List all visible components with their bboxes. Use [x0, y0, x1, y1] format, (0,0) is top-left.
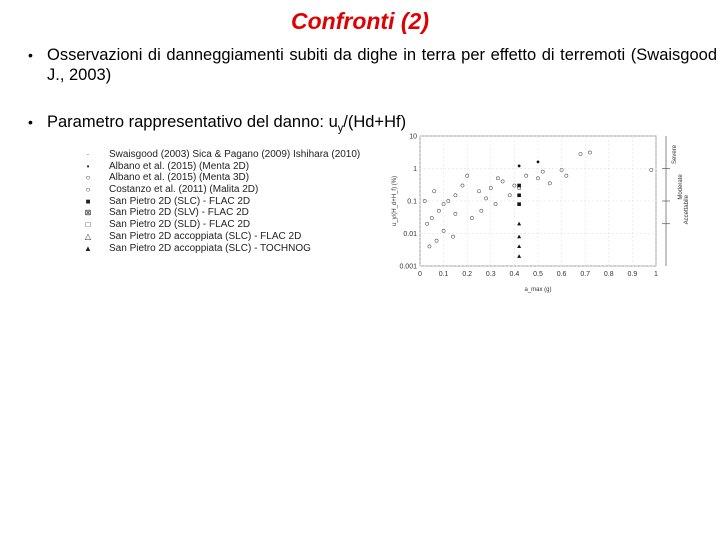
- data-point: [470, 216, 473, 219]
- data-point: [484, 197, 487, 200]
- threshold-label: Moderate: [678, 174, 684, 200]
- y-tick-label: 1: [413, 166, 417, 173]
- legend-item: [82, 243, 402, 255]
- legend-marker: ▲: [84, 243, 92, 253]
- legend-label: Costanzo et al. (2011) (Malita 2D): [109, 184, 259, 196]
- bullet-text-before: Parametro rappresentativo del danno: u: [47, 113, 338, 131]
- data-point: [428, 245, 431, 248]
- threshold-label: Severe: [672, 144, 678, 165]
- x-tick-label: 0.6: [556, 271, 567, 278]
- y-tick-label: 0.1: [407, 198, 417, 206]
- legend-item: [82, 196, 402, 208]
- legend-label: San Pietro 2D (SLV) - FLAC 2D: [109, 207, 249, 219]
- legend-label: Albano et al. (2015) (Menta 2D): [109, 160, 250, 172]
- x-axis-label: a_max (g): [524, 287, 552, 293]
- data-point: [548, 182, 551, 185]
- data-point: [425, 222, 428, 225]
- data-point: [588, 151, 591, 154]
- legend-marker: ○: [85, 185, 91, 195]
- data-point: [517, 184, 521, 188]
- bullet-marker: •: [28, 47, 33, 63]
- data-point: [525, 174, 528, 177]
- legend-marker: ○: [85, 173, 91, 183]
- threshold-label: Accettabile: [684, 195, 690, 225]
- data-point: [517, 222, 521, 226]
- data-point: [454, 194, 457, 197]
- data-point: [451, 235, 454, 238]
- data-point: [517, 235, 521, 239]
- bullet-text-after: /(Hd+Hf): [343, 113, 407, 131]
- legend-marker: •: [86, 161, 90, 171]
- data-point: [461, 184, 464, 187]
- data-point: [480, 209, 483, 212]
- legend-item: [82, 184, 402, 196]
- data-point: [517, 202, 521, 206]
- x-tick-label: 0: [418, 271, 422, 278]
- data-point: [433, 190, 436, 193]
- data-point: [517, 254, 521, 258]
- legend-item: [82, 149, 402, 161]
- bullet-observations: [28, 45, 717, 89]
- y-axis-label: u_y/(H_d+H_f) (%): [392, 175, 398, 227]
- legend-label: San Pietro 2D accoppiata (SLC) - FLAC 2D: [109, 230, 302, 242]
- data-point: [430, 216, 433, 219]
- legend-label: Swaisgood (2003) Sica & Pagano (2009) Ishihara (2010): [109, 149, 361, 160]
- y-tick-label: 0.001: [399, 263, 417, 271]
- legend-label: San Pietro 2D (SLC) - FLAC 2D: [109, 195, 251, 207]
- data-point: [501, 180, 504, 183]
- legend-marker: ■: [85, 196, 91, 206]
- x-tick-label: 0.8: [603, 271, 614, 278]
- legend-item: [82, 207, 402, 219]
- x-tick-label: 0.4: [509, 271, 520, 278]
- data-point: [454, 212, 457, 215]
- data-point: [541, 170, 544, 173]
- data-point: [537, 160, 540, 163]
- x-tick-label: 0.9: [627, 271, 638, 278]
- damage-scatter-chart: [360, 130, 720, 300]
- legend-item: [82, 172, 402, 184]
- y-tick-label: 10: [409, 133, 417, 141]
- legend-marker: □: [85, 220, 91, 230]
- legend-marker: △: [84, 231, 92, 241]
- data-point: [435, 239, 438, 242]
- data-point: [579, 152, 582, 155]
- legend-marker: ⊠: [84, 208, 92, 218]
- legend-item: [82, 161, 402, 173]
- data-point: [650, 168, 653, 171]
- legend-label: Albano et al. (2015) (Menta 3D): [109, 172, 250, 184]
- x-tick-label: 0.7: [580, 271, 591, 278]
- chart-legend: [82, 149, 402, 254]
- data-point: [437, 209, 440, 212]
- data-point: [494, 203, 497, 206]
- data-point: [517, 244, 521, 248]
- y-tick-label: 0.01: [403, 231, 417, 238]
- x-tick-label: 0.1: [438, 271, 449, 278]
- x-tick-label: 0.2: [462, 271, 473, 278]
- data-point: [518, 165, 521, 168]
- legend-marker: ·: [86, 150, 90, 159]
- data-point: [477, 190, 480, 193]
- legend-item: [82, 231, 402, 243]
- x-tick-label: 1: [654, 271, 658, 278]
- data-point: [517, 193, 521, 197]
- legend-label: San Pietro 2D (SLD) - FLAC 2D: [109, 219, 251, 231]
- slide-title: Confronti (2): [291, 8, 429, 34]
- data-point: [565, 174, 568, 177]
- bullet-text: [47, 112, 406, 138]
- bullet-subscript: y: [337, 122, 344, 135]
- x-tick-label: 0.3: [485, 271, 496, 278]
- legend-item: [82, 219, 402, 231]
- data-point: [496, 177, 499, 180]
- bullet-text: Osservazioni di danneggiamenti subiti da dighe in terra per effetto di terremoti (Swaisgood J., 2003): [47, 46, 717, 84]
- x-tick-label: 0.5: [533, 271, 543, 278]
- bullet-marker: •: [28, 114, 33, 130]
- legend-label: San Pietro 2D accoppiata (SLC) - TOCHNOG: [109, 242, 311, 254]
- data-point: [508, 194, 511, 197]
